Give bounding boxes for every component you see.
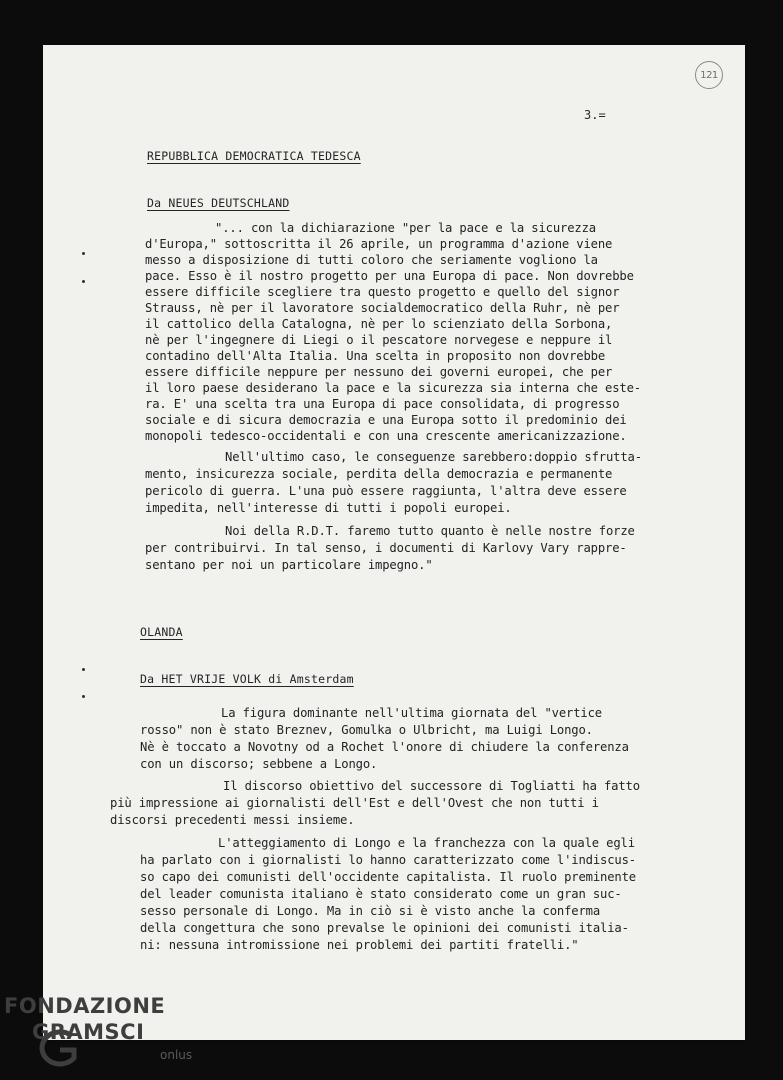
text-line: impedita, nell'interesse di tutti i popoli europei. (145, 501, 512, 515)
text-line: contadino dell'Alta Italia. Una scelta in proposito non dovrebbe (145, 349, 605, 363)
text-line: essere difficile neppure per nessuno dei governi europei, che per (145, 365, 613, 379)
text-line: Nè è toccato a Novotny od a Rochet l'onore di chiudere la conferenza (140, 740, 629, 754)
watermark-onlus: onlus (160, 1048, 193, 1062)
source-heading-neues-deutschland: Da NEUES DEUTSCHLAND (147, 196, 290, 210)
document-page (43, 45, 745, 1040)
text-line: essere difficile scegliere tra questo progetto e quello del signor (145, 285, 620, 299)
fondazione-gramsci-watermark (4, 994, 204, 1074)
text-line: sociale e di sicura democrazia e una Europa sotto il predominio dei (145, 413, 627, 427)
page-number: 3.= (584, 108, 606, 122)
text-line: per contribuirvi. In tal senso, i documenti di Karlovy Vary rappre- (145, 541, 627, 555)
text-line: L'atteggiamento di Longo e la franchezza con la quale egli (218, 836, 635, 850)
text-line: del leader comunista italiano è stato considerato come un gran suc- (140, 887, 622, 901)
text-line: Noi della R.D.T. faremo tutto quanto è nelle nostre forze (225, 524, 635, 538)
text-line: più impressione ai giornalisti dell'Est e dell'Ovest che non tutti i (110, 796, 599, 810)
text-line: "... con la dichiarazione "per la pace e la sicurezza (215, 221, 596, 235)
section-heading-rdt: REPUBBLICA DEMOCRATICA TEDESCA (147, 149, 361, 163)
text-line: il loro paese desiderano la pace e la sicurezza sia interna che este- (145, 381, 641, 395)
text-line: con un discorso; sebbene a Longo. (140, 757, 378, 771)
archive-stamp: 121 (695, 61, 723, 89)
margin-mark (82, 252, 85, 255)
text-line: Strauss, nè per il lavoratore socialdemocratico della Ruhr, nè per (145, 301, 620, 315)
text-line: Nell'ultimo caso, le conseguenze sarebbero:doppio sfrutta- (225, 450, 642, 464)
text-line: ha parlato con i giornalisti lo hanno caratterizzato come l'indiscus- (140, 853, 636, 867)
text-line: sesso personale di Longo. Ma in ciò si è visto anche la conferma (140, 904, 600, 918)
watermark-line1: FONDAZIONE (4, 994, 166, 1018)
text-line: so capo dei comunisti dell'occidente capitalista. Il ruolo preminente (140, 870, 636, 884)
text-line: messo a disposizione di tutti coloro che seriamente vogliono la (145, 253, 598, 267)
source-heading-het-vrije-volk: Da HET VRIJE VOLK di Amsterdam (140, 672, 354, 686)
text-line: Il discorso obiettivo del successore di Togliatti ha fatto (223, 779, 640, 793)
text-line: d'Europa," sottoscritta il 26 aprile, un programma d'azione viene (145, 237, 613, 251)
text-line: mento, insicurezza sociale, perdita della democrazia e permanente (145, 467, 613, 481)
margin-mark (82, 695, 85, 698)
text-line: ra. E' una scelta tra una Europa di pace consolidata, di progresso (145, 397, 620, 411)
section-heading-olanda: OLANDA (140, 625, 183, 639)
watermark-line2: GRAMSCI (32, 1020, 145, 1044)
text-line: monopoli tedesco-occidentali e con una crescente americanizzazione. (145, 429, 627, 443)
text-line: sentano per noi un particolare impegno." (145, 558, 433, 572)
text-line: rosso" non è stato Breznev, Gomulka o Ulbricht, ma Luigi Longo. (140, 723, 593, 737)
text-line: La figura dominante nell'ultima giornata del "vertice (221, 706, 602, 720)
margin-mark (82, 280, 85, 283)
text-line: il cattolico della Catalogna, nè per lo scienziato della Sorbona, (145, 317, 613, 331)
margin-mark (82, 668, 85, 671)
text-line: ni: nessuna intromissione nei problemi dei partiti fratelli." (140, 938, 579, 952)
text-line: pace. Esso è il nostro progetto per una Europa di pace. Non dovrebbe (145, 269, 634, 283)
text-line: della congettura che sono prevalse le opinioni dei comunisti italia- (140, 921, 629, 935)
text-line: nè per l'ingegnere di Liegi o il pescatore norvegese e neppure il (145, 333, 613, 347)
text-line: pericolo di guerra. L'una può essere raggiunta, l'altra deve essere (145, 484, 627, 498)
text-line: discorsi precedenti messi insieme. (110, 813, 355, 827)
